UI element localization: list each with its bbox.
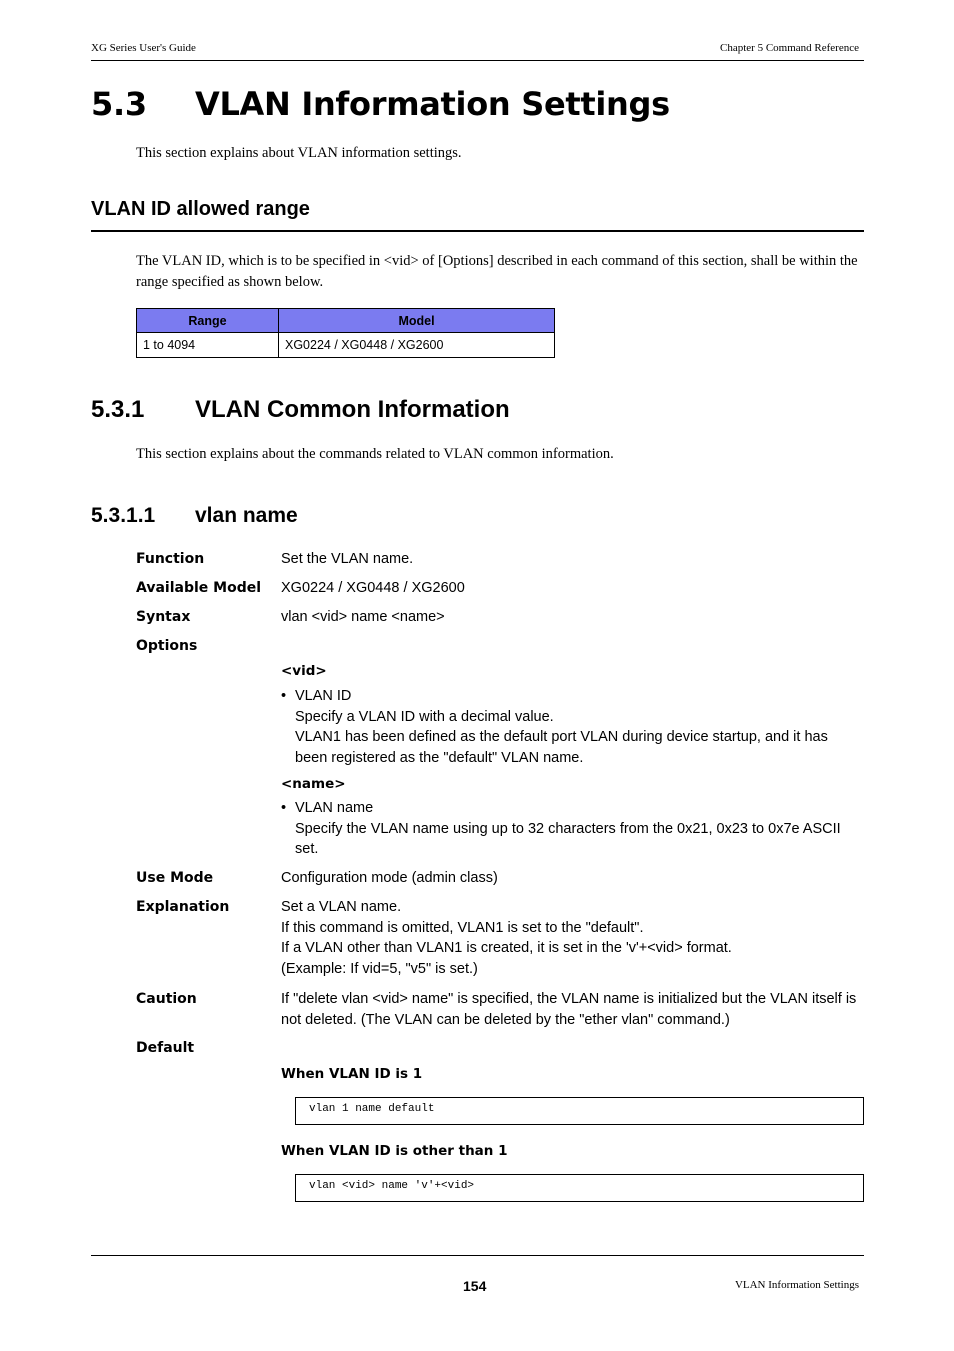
table-header-row: [137, 309, 555, 333]
range-paragraph: The VLAN ID, which is to be specified in <vid> of [Options] described in each command of this section, shall be within the range specified as shown below.: [136, 253, 858, 290]
table-cell-model: XG0224 / XG0448 / XG2600: [279, 333, 555, 358]
range-heading-text: VLAN ID allowed range: [91, 198, 310, 220]
explanation-value: [281, 897, 864, 980]
table-header-model: Model: [279, 309, 555, 333]
label-model: Available Model: [136, 580, 262, 596]
command-heading: [91, 502, 298, 530]
page-header: [91, 42, 864, 61]
option-vid-list-item: [281, 686, 864, 769]
option-name-name: <name>: [281, 776, 346, 792]
explanation-line: If this command is omitted, VLAN1 is set to the "default".: [281, 919, 644, 936]
caution-value: If "delete vlan <vid> name" is specified, the VLAN name is initialized but the VLAN itself is not deleted. (The VLAN can be deleted by the "ether vlan" command.): [281, 991, 857, 1028]
option-vid-bullet: VLAN ID: [295, 688, 352, 704]
section-title: VLAN Information Settings: [195, 85, 670, 123]
range-heading: [91, 198, 864, 232]
label-options: Options: [136, 638, 198, 654]
option-vid-line: VLAN1 has been defined as the default port VLAN during device startup, and it has been registered as the "default" VLAN name.: [295, 729, 828, 767]
label-caution: Caution: [136, 991, 197, 1007]
section-heading: [91, 84, 670, 124]
explanation-line: Set a VLAN name.: [281, 899, 402, 915]
footer-section: VLAN Information Settings: [734, 1279, 859, 1291]
section-number: 5.3: [91, 85, 147, 123]
option-name-list-item: [281, 798, 864, 860]
label-explanation: Explanation: [136, 899, 230, 915]
subsection-heading: [91, 394, 510, 426]
use-mode-value: Configuration mode (admin class): [281, 870, 498, 886]
page-number: 154: [463, 1278, 487, 1294]
option-vid-line: Specify a VLAN ID with a decimal value.: [295, 708, 554, 725]
explanation-line: (Example: If vid=5, "v5" is set.): [281, 961, 478, 978]
subsection-number: 5.3.1: [91, 396, 145, 423]
model-value: XG0224 / XG0448 / XG2600: [281, 580, 465, 596]
bullet-icon: •: [281, 688, 287, 704]
default-2-title: When VLAN ID is other than 1: [281, 1143, 508, 1159]
page-footer: [91, 1255, 864, 1295]
function-value: Set the VLAN name.: [281, 551, 414, 567]
section-intro: This section explains about VLAN information settings.: [136, 145, 462, 161]
default-1-title: When VLAN ID is 1: [281, 1066, 423, 1082]
label-function: Function: [136, 551, 205, 567]
label-use-mode: Use Mode: [136, 870, 214, 886]
table-row: [137, 333, 555, 358]
command-number: 5.3.1.1: [91, 504, 156, 527]
option-name-line: Specify the VLAN name using up to 32 characters from the 0x21, 0x23 to 0x7e ASCII set.: [295, 820, 841, 858]
default-1-code: vlan 1 name default: [295, 1097, 864, 1125]
range-table: [136, 308, 555, 358]
command-title: vlan name: [195, 504, 298, 527]
subsection-title: VLAN Common Information: [195, 396, 510, 423]
option-vid-name: <vid>: [281, 663, 327, 679]
explanation-line: If a VLAN other than VLAN1 is created, it is set in the 'v'+<vid> format.: [281, 940, 732, 957]
label-default: Default: [136, 1040, 195, 1056]
label-syntax: Syntax: [136, 609, 191, 625]
table-cell-range: 1 to 4094: [137, 333, 279, 358]
header-chapter: Chapter 5 Command Reference: [720, 42, 859, 54]
default-2-code: vlan <vid> name 'v'+<vid>: [295, 1174, 864, 1202]
bullet-icon: •: [281, 800, 287, 816]
subsection-intro: This section explains about the commands related to VLAN common information.: [136, 446, 614, 462]
syntax-value: vlan <vid> name <name>: [281, 609, 445, 625]
header-guide-title: XG Series User's Guide: [91, 42, 196, 54]
option-name-bullet: VLAN name: [295, 800, 374, 816]
table-header-range: Range: [137, 309, 279, 333]
